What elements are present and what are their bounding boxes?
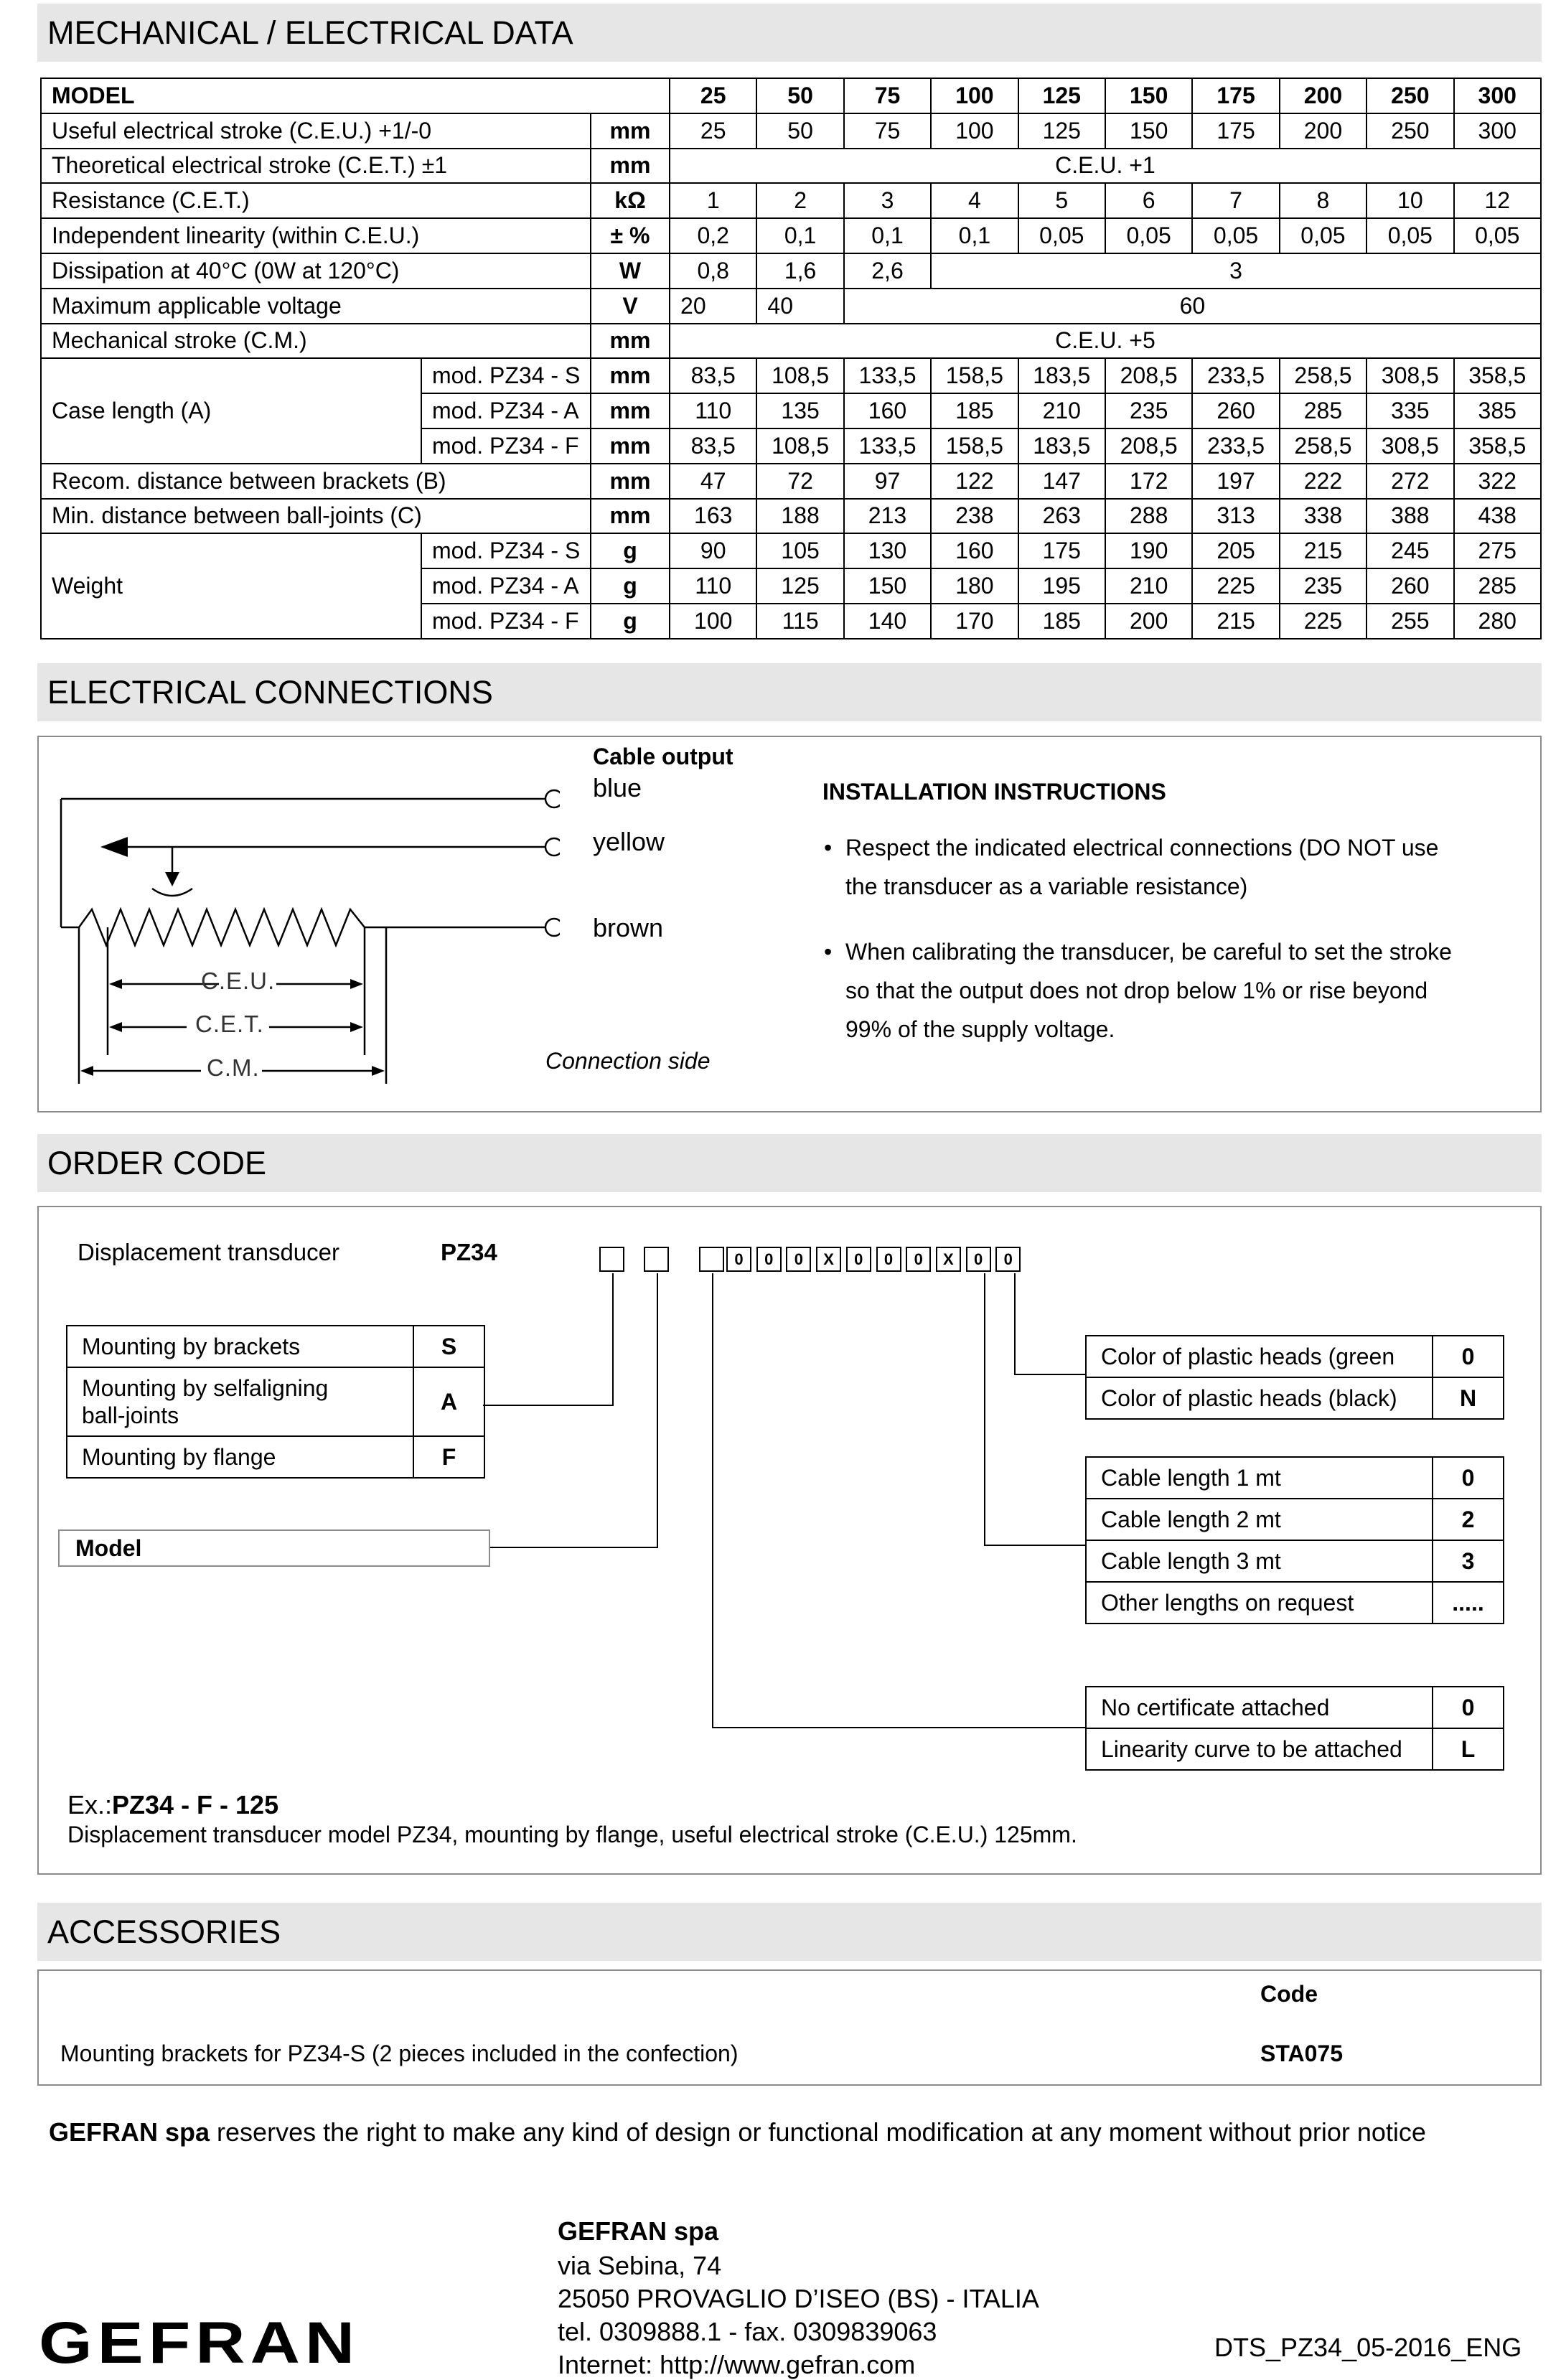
table-row: Min. distance between ball-joints (C) mm 163 188 213 238 263 288 313 338 388 438 — [41, 499, 1541, 534]
code-digit: 0 — [846, 1247, 871, 1272]
footer-company: GEFRAN spa — [558, 2216, 719, 2246]
spec-variant: mod. PZ34 - F — [421, 604, 591, 639]
section-header-mechanical: MECHANICAL / ELECTRICAL DATA — [37, 4, 1542, 62]
code-digit: X — [816, 1247, 841, 1272]
bullet-2: • — [824, 939, 833, 965]
code-digit: 0 — [726, 1247, 751, 1272]
spec-value: C.E.U. +5 — [670, 324, 1541, 359]
spec-row-label: Mechanical stroke (C.M.) — [41, 324, 591, 359]
table-row: Weight mod. PZ34 - S g 90 105 130 160 175 190 205 215 245 275 — [41, 533, 1541, 568]
spec-row-label: Theoretical electrical stroke (C.E.T.) ±1 — [41, 149, 591, 184]
table-row — [41, 78, 1541, 113]
wire-yellow-label: yellow — [593, 827, 665, 856]
spec-row-label: Useful electrical stroke (C.E.U.) +1/-0 — [41, 113, 591, 149]
order-title: Displacement transducer — [78, 1239, 339, 1265]
footer-address-2: 25050 PROVAGLIO D’ISEO (BS) - ITALIA — [558, 2284, 1039, 2313]
example-description: Displacement transducer model PZ34, mounting by flange, useful electrical stroke (C.E.U.) 125mm. — [67, 1822, 1077, 1847]
order-code-prefix: PZ34 — [441, 1239, 497, 1265]
cm-dimension-label: C.M. — [207, 1054, 260, 1081]
table-row — [41, 149, 1541, 184]
color-green-code: 0 — [1433, 1336, 1504, 1377]
mounting-brackets-label: Mounting by brackets — [67, 1326, 413, 1367]
cable-3m-label: Cable length 3 mt — [1086, 1540, 1433, 1582]
spec-group-label: Case length (A) — [41, 358, 421, 463]
wire-blue-label: blue — [593, 773, 642, 802]
spec-unit: mm — [591, 324, 670, 359]
code-slot-model — [644, 1247, 669, 1272]
cable-3m-code: 3 — [1433, 1540, 1504, 1582]
mounting-table — [66, 1325, 485, 1479]
color-black-code: N — [1433, 1377, 1504, 1419]
mounting-brackets-code: S — [413, 1326, 484, 1367]
table-row: mod. PZ34 - F g 100 115 140 170 185 200 215 225 255 280 — [41, 604, 1541, 639]
cable-other-label: Other lengths on request — [1086, 1582, 1433, 1624]
instruction-1b: the transducer as a variable resistance) — [845, 873, 1248, 899]
model-box: Model — [58, 1529, 490, 1567]
spec-unit: mm — [591, 464, 670, 499]
bullet-1: • — [824, 835, 833, 861]
table-row: Resistance (C.E.T.) kΩ 1 2 3 4 5 6 7 8 10 12 — [41, 183, 1541, 218]
spec-variant: mod. PZ34 - A — [421, 568, 591, 604]
table-row: Case length (A) mod. PZ34 - S mm 83,5 108,5 133,5 158,5 183,5 208,5 233,5 258,5 308,5 358,5 — [41, 358, 1541, 393]
cert-none-code: 0 — [1433, 1687, 1504, 1728]
cet-dimension-label: C.E.T. — [195, 1011, 264, 1037]
table-row: mod. PZ34 - F mm 83,5 108,5 133,5 158,5 183,5 208,5 233,5 258,5 308,5 358,5 — [41, 428, 1541, 464]
color-table — [1085, 1335, 1504, 1420]
mounting-balljoints-label-1: Mounting by selfaligning — [82, 1375, 329, 1401]
spec-model-header: 250 — [1367, 78, 1453, 113]
cert-linearity-label: Linearity curve to be attached — [1086, 1728, 1433, 1770]
mounting-flange-label: Mounting by flange — [67, 1436, 413, 1478]
table-row: Recom. distance between brackets (B) mm 47 72 97 122 147 172 197 222 272 322 — [41, 464, 1541, 499]
spec-value: C.E.U. +1 — [670, 149, 1541, 184]
code-digit: 0 — [906, 1247, 931, 1272]
cable-table — [1085, 1456, 1504, 1624]
ceu-dimension-label: C.E.U. — [201, 968, 276, 994]
cable-2m-code: 2 — [1433, 1499, 1504, 1540]
footer-website: Internet: http://www.gefran.com — [558, 2350, 916, 2379]
mounting-balljoints-label-2: ball-joints — [82, 1402, 179, 1428]
mounting-balljoints-code: A — [413, 1367, 484, 1436]
cable-1m-code: 0 — [1433, 1457, 1504, 1499]
spec-variant: mod. PZ34 - F — [421, 428, 591, 464]
table-row: mod. PZ34 - A g 110 125 150 180 195 210 225 235 260 285 — [41, 568, 1541, 604]
table-row: Useful electrical stroke (C.E.U.) +1/-0 mm 25 50 75 100 125 150 175 200 250 300 — [41, 113, 1541, 149]
gefran-logo: GEFRAN — [39, 2310, 360, 2376]
document-code: DTS_PZ34_05-2016_ENG — [1214, 2333, 1522, 2362]
code-digit: 0 — [995, 1247, 1021, 1272]
wiring-diagram — [43, 746, 560, 1105]
instruction-2a: When calibrating the transducer, be careful to set the stroke — [845, 939, 1452, 965]
connection-side-label: Connection side — [545, 1048, 711, 1074]
disclaimer: GEFRAN spa reserves the right to make any kind of design or functional modification at any moment without prior notice — [49, 2117, 1426, 2147]
code-digit: 0 — [786, 1247, 811, 1272]
spec-model-header: 200 — [1280, 78, 1367, 113]
cert-linearity-code: L — [1433, 1728, 1504, 1770]
instruction-1a: Respect the indicated electrical connections (DO NOT use — [845, 835, 1439, 861]
cert-none-label: No certificate attached — [1086, 1687, 1433, 1728]
accessory-code: STA075 — [1260, 2041, 1344, 2066]
cable-other-code: ..... — [1433, 1582, 1504, 1624]
spec-variant: mod. PZ34 - S — [421, 533, 591, 568]
spec-model-header: 175 — [1192, 78, 1279, 113]
accessory-code-header: Code — [1260, 1981, 1318, 2007]
footer-phone: tel. 0309888.1 - fax. 0309839063 — [558, 2317, 937, 2346]
spec-row-label: Resistance (C.E.T.) — [41, 183, 591, 218]
footer-address-1: via Sebina, 74 — [558, 2251, 722, 2280]
spec-unit: mm — [591, 149, 670, 184]
spec-group-label: Weight — [41, 533, 421, 638]
wire-brown-label: brown — [593, 913, 664, 942]
certificate-table — [1085, 1686, 1504, 1771]
spec-variant: mod. PZ34 - S — [421, 358, 591, 393]
table-row: Dissipation at 40°C (0W at 120°C) W 0,8 1,6 2,6 3 — [41, 253, 1541, 289]
code-slot-mounting — [599, 1247, 624, 1272]
spec-model-header: 75 — [844, 78, 931, 113]
table-row: Independent linearity (within C.E.U.) ± % 0,2 0,1 0,1 0,1 0,05 0,05 0,05 0,05 0,05 0,05 — [41, 218, 1541, 253]
spec-model-header: 150 — [1105, 78, 1192, 113]
spec-table — [40, 78, 1542, 639]
table-row — [41, 324, 1541, 359]
spec-model-header: 125 — [1018, 78, 1105, 113]
spec-row-label: Recom. distance between brackets (B) — [41, 464, 591, 499]
mounting-flange-code: F — [413, 1436, 484, 1478]
section-header-order-code: ORDER CODE — [37, 1134, 1542, 1192]
cable-1m-label: Cable length 1 mt — [1086, 1457, 1433, 1499]
cable-2m-label: Cable length 2 mt — [1086, 1499, 1433, 1540]
spec-model-header: 300 — [1454, 78, 1541, 113]
spec-unit: kΩ — [591, 183, 670, 218]
code-digit: 0 — [966, 1247, 991, 1272]
spec-model-header: 100 — [931, 78, 1018, 113]
color-green-label: Color of plastic heads (green — [1086, 1336, 1433, 1377]
code-slot-certificate — [699, 1247, 724, 1272]
instruction-2c: 99% of the supply voltage. — [845, 1016, 1115, 1042]
spec-variant: mod. PZ34 - A — [421, 393, 591, 428]
section-header-electrical: ELECTRICAL CONNECTIONS — [37, 663, 1542, 721]
code-digit: 0 — [756, 1247, 782, 1272]
instruction-2b: so that the output does not drop below 1% or rise beyond — [845, 978, 1428, 1003]
color-black-label: Color of plastic heads (black) — [1086, 1377, 1433, 1419]
table-row: Maximum applicable voltage V 20 40 60 — [41, 289, 1541, 324]
spec-model-header: 25 — [670, 78, 756, 113]
code-digit: X — [936, 1247, 961, 1272]
table-row: mod. PZ34 - A mm 110 135 160 185 210 235 260 285 335 385 — [41, 393, 1541, 428]
spec-unit: mm — [591, 113, 670, 149]
spec-row-label: Min. distance between ball-joints (C) — [41, 499, 591, 534]
installation-title: INSTALLATION INSTRUCTIONS — [822, 779, 1166, 805]
code-digit: 0 — [876, 1247, 901, 1272]
section-header-accessories: ACCESSORIES — [37, 1903, 1542, 1961]
spec-model-header: 50 — [756, 78, 843, 113]
accessory-item: Mounting brackets for PZ34-S (2 pieces included in the confection) — [60, 2041, 739, 2066]
example-code: Ex.:PZ34 - F - 125 — [67, 1790, 279, 1819]
spec-model-label: MODEL — [41, 78, 670, 113]
cable-output-label: Cable output — [593, 744, 733, 769]
spec-unit: mm — [591, 499, 670, 534]
spec-unit: ± % — [591, 218, 670, 253]
spec-row-label: Independent linearity (within C.E.U.) — [41, 218, 591, 253]
